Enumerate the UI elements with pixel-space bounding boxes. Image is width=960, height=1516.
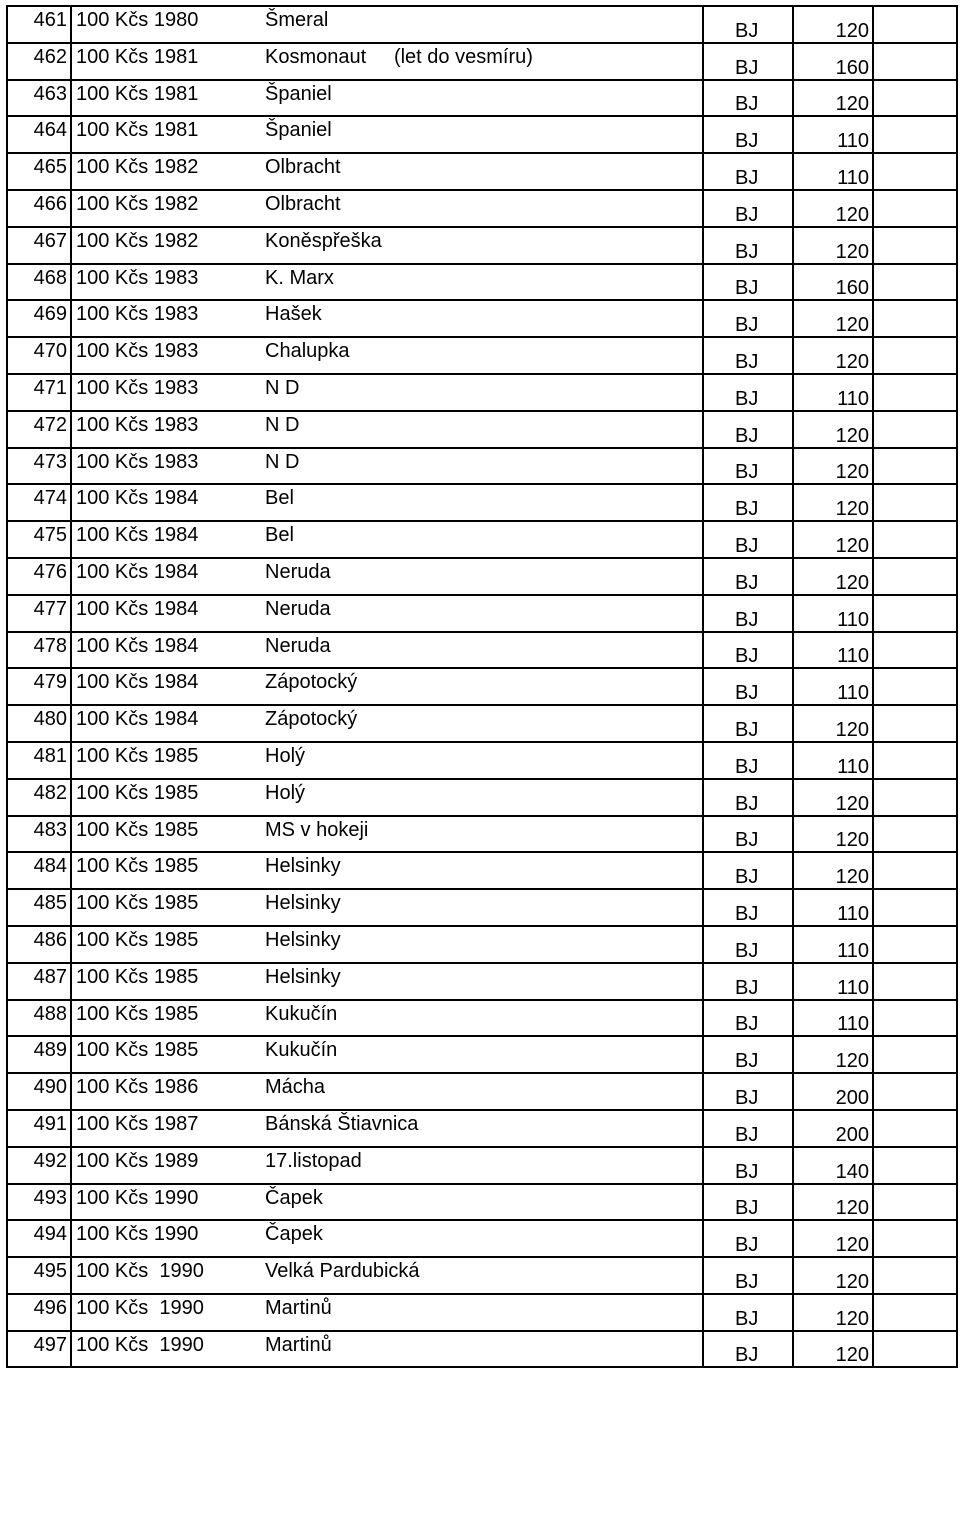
- empty-cell: [873, 1000, 957, 1037]
- empty-cell: [873, 153, 957, 190]
- coin-name: Olbracht: [265, 156, 341, 179]
- table-row: [7, 190, 957, 227]
- item-number-cell: 467: [7, 227, 71, 264]
- description-cell: [71, 153, 703, 190]
- denomination-year: 100 Kčs 1990: [76, 1296, 204, 1319]
- empty-cell: [873, 484, 957, 521]
- description-cell: [71, 190, 703, 227]
- empty-cell: [873, 521, 957, 558]
- coin-price-table-body: [7, 6, 957, 1367]
- denomination-year: 100 Kčs 1990: [76, 1223, 199, 1246]
- table-row: [7, 264, 957, 301]
- item-number-cell: 469: [7, 300, 71, 337]
- description-cell: [71, 558, 703, 595]
- denomination-year: 100 Kčs 1987: [76, 1112, 199, 1135]
- empty-cell: [873, 779, 957, 816]
- table-row: [7, 116, 957, 153]
- table-row: [7, 227, 957, 264]
- price-cell: 110: [793, 116, 873, 153]
- price-cell: 120: [793, 558, 873, 595]
- item-number-cell: 483: [7, 816, 71, 853]
- empty-cell: [873, 963, 957, 1000]
- empty-cell: [873, 448, 957, 485]
- empty-cell: [873, 1220, 957, 1257]
- table-row: [7, 779, 957, 816]
- price-cell: 120: [793, 1184, 873, 1221]
- item-number-cell: 470: [7, 337, 71, 374]
- denomination-year: 100 Kčs 1989: [76, 1149, 199, 1172]
- description-cell: [71, 668, 703, 705]
- empty-cell: [873, 852, 957, 889]
- item-number-cell: 473: [7, 448, 71, 485]
- table-row: [7, 6, 957, 43]
- condition-cell: BJ: [703, 1073, 793, 1110]
- table-row: [7, 852, 957, 889]
- price-cell: 160: [793, 264, 873, 301]
- item-number-cell: 472: [7, 411, 71, 448]
- condition-cell: BJ: [703, 963, 793, 1000]
- description-cell: [71, 1036, 703, 1073]
- coin-name: Martinů: [265, 1296, 332, 1319]
- item-number-cell: 488: [7, 1000, 71, 1037]
- item-number-cell: 493: [7, 1184, 71, 1221]
- price-cell: 120: [793, 1331, 873, 1368]
- denomination-year: 100 Kčs 1982: [76, 229, 199, 252]
- table-row: [7, 153, 957, 190]
- empty-cell: [873, 1184, 957, 1221]
- table-row: [7, 337, 957, 374]
- denomination-year: 100 Kčs 1984: [76, 597, 199, 620]
- coin-name: MS v hokeji: [265, 818, 369, 841]
- description-cell: [71, 374, 703, 411]
- item-number-cell: 476: [7, 558, 71, 595]
- price-cell: 110: [793, 153, 873, 190]
- empty-cell: [873, 1331, 957, 1368]
- coin-name: Neruda: [265, 634, 331, 657]
- price-cell: 120: [793, 6, 873, 43]
- coin-name: K. Marx: [265, 266, 334, 289]
- description-cell: [71, 926, 703, 963]
- coin-name: 17.listopad: [265, 1149, 362, 1172]
- item-number-cell: 480: [7, 705, 71, 742]
- description-cell: [71, 227, 703, 264]
- condition-cell: BJ: [703, 705, 793, 742]
- condition-cell: BJ: [703, 116, 793, 153]
- empty-cell: [873, 190, 957, 227]
- item-number-cell: 484: [7, 852, 71, 889]
- table-row: [7, 1147, 957, 1184]
- coin-name: Čapek: [265, 1186, 323, 1209]
- table-row: [7, 448, 957, 485]
- condition-cell: BJ: [703, 80, 793, 117]
- coin-name: N D: [265, 450, 300, 473]
- condition-cell: BJ: [703, 227, 793, 264]
- empty-cell: [873, 1257, 957, 1294]
- condition-cell: BJ: [703, 558, 793, 595]
- item-number-cell: 474: [7, 484, 71, 521]
- denomination-year: 100 Kčs 1983: [76, 303, 199, 326]
- item-number-cell: 492: [7, 1147, 71, 1184]
- table-row: [7, 705, 957, 742]
- condition-cell: BJ: [703, 264, 793, 301]
- condition-cell: BJ: [703, 1220, 793, 1257]
- empty-cell: [873, 816, 957, 853]
- price-cell: 120: [793, 1036, 873, 1073]
- condition-cell: BJ: [703, 1147, 793, 1184]
- coin-name: Holý: [265, 744, 306, 767]
- condition-cell: BJ: [703, 779, 793, 816]
- price-cell: 120: [793, 411, 873, 448]
- empty-cell: [873, 1294, 957, 1331]
- denomination-year: 100 Kčs 1983: [76, 266, 199, 289]
- price-cell: 110: [793, 742, 873, 779]
- description-cell: [71, 448, 703, 485]
- condition-cell: BJ: [703, 43, 793, 80]
- coin-name: Helsinky: [265, 928, 341, 951]
- coin-name: Neruda: [265, 597, 331, 620]
- empty-cell: [873, 889, 957, 926]
- price-cell: 120: [793, 1294, 873, 1331]
- table-row: [7, 1110, 957, 1147]
- price-cell: 120: [793, 816, 873, 853]
- condition-cell: BJ: [703, 816, 793, 853]
- condition-cell: BJ: [703, 484, 793, 521]
- price-cell: 110: [793, 632, 873, 669]
- empty-cell: [873, 668, 957, 705]
- empty-cell: [873, 116, 957, 153]
- denomination-year: 100 Kčs 1982: [76, 192, 199, 215]
- empty-cell: [873, 1036, 957, 1073]
- item-number-cell: 497: [7, 1331, 71, 1368]
- table-row: [7, 558, 957, 595]
- description-cell: [71, 1220, 703, 1257]
- denomination-year: 100 Kčs 1983: [76, 413, 199, 436]
- price-cell: 120: [793, 852, 873, 889]
- description-cell: [71, 889, 703, 926]
- coin-name: Velká Pardubická: [265, 1260, 420, 1283]
- condition-cell: BJ: [703, 889, 793, 926]
- denomination-year: 100 Kčs 1983: [76, 450, 199, 473]
- table-row: [7, 889, 957, 926]
- coin-name: Bel: [265, 524, 294, 547]
- condition-cell: BJ: [703, 1184, 793, 1221]
- price-cell: 140: [793, 1147, 873, 1184]
- empty-cell: [873, 742, 957, 779]
- table-row: [7, 1036, 957, 1073]
- coin-name: Helsinky: [265, 855, 341, 878]
- denomination-year: 100 Kčs 1990: [76, 1260, 204, 1283]
- denomination-year: 100 Kčs 1985: [76, 965, 199, 988]
- coin-name: Bánská Štiavnica: [265, 1112, 419, 1135]
- item-number-cell: 463: [7, 80, 71, 117]
- price-cell: 120: [793, 227, 873, 264]
- denomination-year: 100 Kčs 1985: [76, 1039, 199, 1062]
- empty-cell: [873, 227, 957, 264]
- denomination-year: 100 Kčs 1985: [76, 781, 199, 804]
- description-cell: [71, 484, 703, 521]
- condition-cell: BJ: [703, 374, 793, 411]
- coin-name: Neruda: [265, 560, 331, 583]
- coin-name: Španiel: [265, 82, 332, 105]
- price-cell: 120: [793, 484, 873, 521]
- price-cell: 120: [793, 705, 873, 742]
- description-cell: [71, 779, 703, 816]
- item-number-cell: 461: [7, 6, 71, 43]
- table-row: [7, 1073, 957, 1110]
- description-cell: [71, 632, 703, 669]
- denomination-year: 100 Kčs 1985: [76, 818, 199, 841]
- empty-cell: [873, 264, 957, 301]
- denomination-year: 100 Kčs 1985: [76, 928, 199, 951]
- coin-name: Čapek: [265, 1223, 323, 1246]
- price-cell: 120: [793, 448, 873, 485]
- denomination-year: 100 Kčs 1980: [76, 9, 199, 31]
- table-row: [7, 632, 957, 669]
- condition-cell: BJ: [703, 448, 793, 485]
- price-cell: 110: [793, 1000, 873, 1037]
- condition-cell: BJ: [703, 1331, 793, 1368]
- coin-name: Helsinky: [265, 892, 341, 915]
- table-row: [7, 1257, 957, 1294]
- denomination-year: 100 Kčs 1990: [76, 1333, 204, 1356]
- item-number-cell: 466: [7, 190, 71, 227]
- condition-cell: BJ: [703, 6, 793, 43]
- coin-name: Chalupka: [265, 340, 350, 363]
- empty-cell: [873, 337, 957, 374]
- description-cell: [71, 1294, 703, 1331]
- denomination-year: 100 Kčs 1984: [76, 560, 199, 583]
- condition-cell: BJ: [703, 190, 793, 227]
- description-cell: [71, 1257, 703, 1294]
- denomination-year: 100 Kčs 1990: [76, 1186, 199, 1209]
- item-number-cell: 491: [7, 1110, 71, 1147]
- condition-cell: BJ: [703, 1036, 793, 1073]
- price-cell: 200: [793, 1110, 873, 1147]
- description-cell: [71, 337, 703, 374]
- description-cell: [71, 521, 703, 558]
- description-cell: [71, 300, 703, 337]
- description-cell: [71, 1147, 703, 1184]
- table-row: [7, 963, 957, 1000]
- description-cell: [71, 80, 703, 117]
- description-cell: [71, 116, 703, 153]
- description-cell: [71, 1331, 703, 1368]
- empty-cell: [873, 926, 957, 963]
- description-cell: [71, 705, 703, 742]
- table-row: [7, 411, 957, 448]
- coin-name: Martinů: [265, 1333, 332, 1356]
- empty-cell: [873, 43, 957, 80]
- table-row: [7, 1000, 957, 1037]
- condition-cell: BJ: [703, 742, 793, 779]
- empty-cell: [873, 705, 957, 742]
- item-number-cell: 490: [7, 1073, 71, 1110]
- coin-name: Holý: [265, 781, 306, 804]
- empty-cell: [873, 80, 957, 117]
- price-cell: 110: [793, 963, 873, 1000]
- denomination-year: 100 Kčs 1981: [76, 82, 199, 105]
- item-number-cell: 465: [7, 153, 71, 190]
- item-number-cell: 464: [7, 116, 71, 153]
- coin-name: Mácha: [265, 1076, 326, 1099]
- description-cell: [71, 1184, 703, 1221]
- description-cell: [71, 963, 703, 1000]
- coin-name: Kukučín: [265, 1039, 338, 1062]
- empty-cell: [873, 1073, 957, 1110]
- table-row: [7, 43, 957, 80]
- price-cell: 120: [793, 300, 873, 337]
- coin-name: Kosmonaut (let do vesmíru): [265, 45, 533, 68]
- denomination-year: 100 Kčs 1983: [76, 376, 199, 399]
- coin-name: N D: [265, 413, 300, 436]
- price-cell: 110: [793, 374, 873, 411]
- table-row: [7, 742, 957, 779]
- condition-cell: BJ: [703, 153, 793, 190]
- price-cell: 120: [793, 337, 873, 374]
- empty-cell: [873, 6, 957, 43]
- condition-cell: BJ: [703, 337, 793, 374]
- item-number-cell: 495: [7, 1257, 71, 1294]
- table-row: [7, 484, 957, 521]
- price-cell: 120: [793, 190, 873, 227]
- coin-name: Olbracht: [265, 192, 341, 215]
- description-cell: [71, 1110, 703, 1147]
- table-row: [7, 595, 957, 632]
- price-cell: 110: [793, 889, 873, 926]
- condition-cell: BJ: [703, 411, 793, 448]
- item-number-cell: 486: [7, 926, 71, 963]
- denomination-year: 100 Kčs 1985: [76, 855, 199, 878]
- table-row: [7, 816, 957, 853]
- condition-cell: BJ: [703, 1257, 793, 1294]
- table-row: [7, 80, 957, 117]
- price-cell: 200: [793, 1073, 873, 1110]
- empty-cell: [873, 300, 957, 337]
- item-number-cell: 485: [7, 889, 71, 926]
- condition-cell: BJ: [703, 852, 793, 889]
- item-number-cell: 487: [7, 963, 71, 1000]
- condition-cell: BJ: [703, 1110, 793, 1147]
- description-cell: [71, 742, 703, 779]
- denomination-year: 100 Kčs 1981: [76, 119, 199, 142]
- table-row: [7, 300, 957, 337]
- coin-name: Hašek: [265, 303, 322, 326]
- description-cell: [71, 1073, 703, 1110]
- empty-cell: [873, 1147, 957, 1184]
- item-number-cell: 494: [7, 1220, 71, 1257]
- price-cell: 120: [793, 1220, 873, 1257]
- item-number-cell: 496: [7, 1294, 71, 1331]
- condition-cell: BJ: [703, 926, 793, 963]
- description-cell: [71, 264, 703, 301]
- coin-name: N D: [265, 376, 300, 399]
- coin-name: Bel: [265, 487, 294, 510]
- denomination-year: 100 Kčs 1984: [76, 487, 199, 510]
- condition-cell: BJ: [703, 668, 793, 705]
- item-number-cell: 471: [7, 374, 71, 411]
- denomination-year: 100 Kčs 1985: [76, 892, 199, 915]
- table-row: [7, 1220, 957, 1257]
- item-number-cell: 468: [7, 264, 71, 301]
- item-number-cell: 489: [7, 1036, 71, 1073]
- price-cell: 120: [793, 779, 873, 816]
- price-cell: 120: [793, 1257, 873, 1294]
- condition-cell: BJ: [703, 1294, 793, 1331]
- condition-cell: BJ: [703, 521, 793, 558]
- denomination-year: 100 Kčs 1981: [76, 45, 199, 68]
- price-cell: 120: [793, 521, 873, 558]
- price-cell: 110: [793, 926, 873, 963]
- item-number-cell: 478: [7, 632, 71, 669]
- description-cell: [71, 6, 703, 43]
- denomination-year: 100 Kčs 1984: [76, 708, 199, 731]
- condition-cell: BJ: [703, 595, 793, 632]
- price-cell: 160: [793, 43, 873, 80]
- coin-name: Koněspřeška: [265, 229, 382, 252]
- table-row: [7, 926, 957, 963]
- item-number-cell: 477: [7, 595, 71, 632]
- empty-cell: [873, 632, 957, 669]
- description-cell: [71, 411, 703, 448]
- table-row: [7, 521, 957, 558]
- table-row: [7, 1294, 957, 1331]
- empty-cell: [873, 558, 957, 595]
- table-row: [7, 1184, 957, 1221]
- item-number-cell: 479: [7, 668, 71, 705]
- table-row: [7, 1331, 957, 1368]
- item-number-cell: 475: [7, 521, 71, 558]
- condition-cell: BJ: [703, 300, 793, 337]
- denomination-year: 100 Kčs 1983: [76, 340, 199, 363]
- denomination-year: 100 Kčs 1985: [76, 744, 199, 767]
- description-cell: [71, 1000, 703, 1037]
- empty-cell: [873, 595, 957, 632]
- description-cell: [71, 595, 703, 632]
- denomination-year: 100 Kčs 1982: [76, 156, 199, 179]
- denomination-year: 100 Kčs 1984: [76, 634, 199, 657]
- coin-name: Helsinky: [265, 965, 341, 988]
- empty-cell: [873, 411, 957, 448]
- price-cell: 120: [793, 80, 873, 117]
- condition-cell: BJ: [703, 632, 793, 669]
- empty-cell: [873, 1110, 957, 1147]
- denomination-year: 100 Kčs 1985: [76, 1002, 199, 1025]
- coin-name: Španiel: [265, 119, 332, 142]
- condition-cell: BJ: [703, 1000, 793, 1037]
- denomination-year: 100 Kčs 1986: [76, 1076, 199, 1099]
- price-cell: 110: [793, 595, 873, 632]
- table-row: [7, 668, 957, 705]
- coin-name: Zápotocký: [265, 671, 358, 694]
- description-cell: [71, 852, 703, 889]
- item-number-cell: 462: [7, 43, 71, 80]
- item-number-cell: 481: [7, 742, 71, 779]
- table-row: [7, 374, 957, 411]
- coin-name: Zápotocký: [265, 708, 358, 731]
- description-cell: [71, 816, 703, 853]
- denomination-year: 100 Kčs 1984: [76, 524, 199, 547]
- price-cell: 110: [793, 668, 873, 705]
- item-number-cell: 482: [7, 779, 71, 816]
- coin-name: Kukučín: [265, 1002, 338, 1025]
- coin-price-table: [6, 5, 958, 1368]
- coin-name: Šmeral: [265, 9, 329, 31]
- description-cell: [71, 43, 703, 80]
- empty-cell: [873, 374, 957, 411]
- denomination-year: 100 Kčs 1984: [76, 671, 199, 694]
